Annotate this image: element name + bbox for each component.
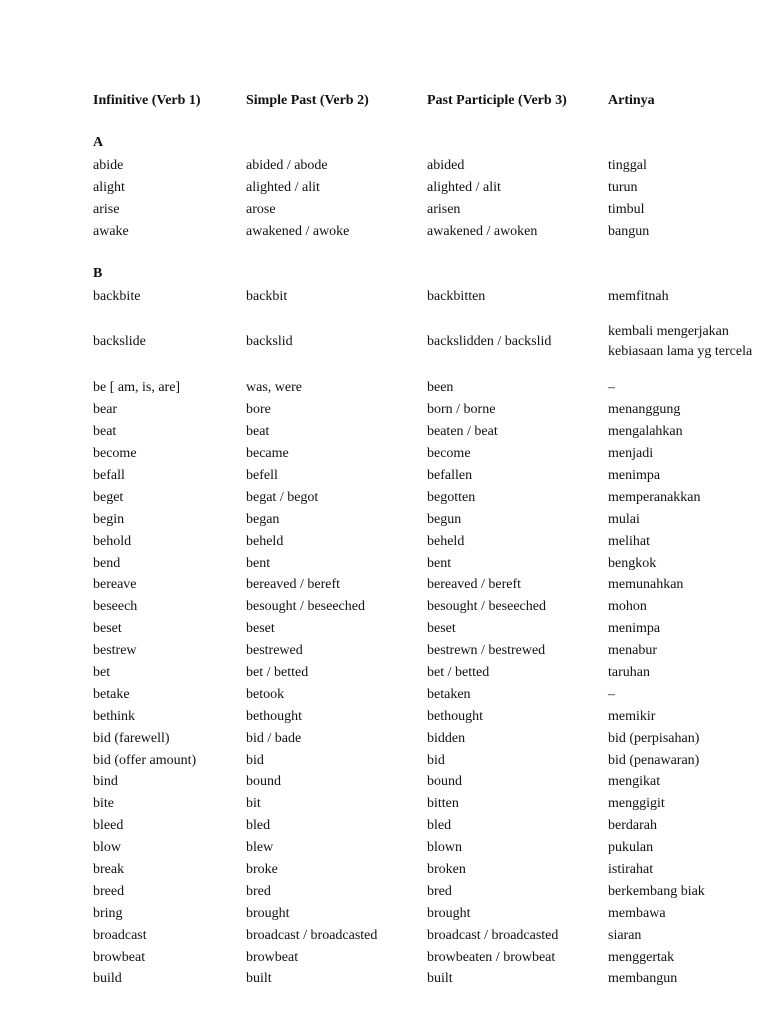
cell-meaning: menggigit [608, 796, 665, 812]
table-row [93, 684, 753, 706]
cell-infinitive: bid (offer amount) [93, 752, 197, 768]
cell-meaning: timbul [608, 201, 645, 217]
cell-infinitive: bleed [93, 818, 124, 834]
cell-infinitive: beset [93, 621, 122, 637]
table-row [93, 881, 753, 903]
cell-infinitive: bite [93, 796, 114, 812]
cell-simple-past: bent [246, 555, 271, 571]
cell-simple-past: bit [246, 796, 261, 812]
table-row [93, 837, 753, 859]
cell-meaning: turun [608, 179, 638, 195]
cell-meaning: memperanakkan [608, 489, 701, 505]
cell-meaning: melihat [608, 533, 650, 549]
cell-past-participle: built [427, 971, 453, 987]
cell-past-participle: bred [427, 883, 452, 899]
table-row [93, 553, 753, 575]
cell-simple-past: built [246, 971, 272, 987]
cell-simple-past: beheld [246, 533, 284, 549]
cell-simple-past: beat [246, 424, 270, 440]
header-row [93, 90, 753, 112]
cell-meaning: bid (perpisahan) [608, 730, 700, 746]
cell-simple-past: bestrewed [246, 643, 303, 659]
table-row [93, 706, 753, 728]
cell-simple-past: brought [246, 905, 290, 921]
cell-simple-past: bethought [246, 708, 302, 724]
cell-simple-past: broadcast / broadcasted [246, 927, 378, 943]
table-row [93, 307, 753, 377]
cell-infinitive: bet [93, 664, 111, 680]
cell-simple-past: blew [246, 840, 274, 856]
table-row [93, 574, 753, 596]
cell-infinitive: behold [93, 533, 132, 549]
cell-infinitive: befall [93, 467, 125, 483]
cell-infinitive: bind [93, 774, 118, 790]
table-row [93, 815, 753, 837]
header-meaning: Artinya [608, 93, 655, 108]
cell-past-participle: begotten [427, 489, 476, 505]
cell-meaning: mengalahkan [608, 424, 683, 440]
cell-simple-past: bore [246, 402, 271, 418]
cell-infinitive: bethink [93, 708, 135, 724]
cell-simple-past: alighted / alit [246, 179, 320, 195]
cell-past-participle: bereaved / bereft [427, 577, 522, 593]
table-row [93, 969, 753, 991]
cell-infinitive: build [93, 971, 122, 987]
cell-past-participle: broadcast / broadcasted [427, 927, 559, 943]
cell-simple-past: awakened / awoke [246, 223, 350, 239]
cell-simple-past: was, were [246, 380, 302, 396]
cell-meaning: istirahat [608, 861, 654, 877]
table-row [93, 925, 753, 947]
cell-simple-past: begat / begot [246, 489, 319, 505]
cell-meaning: – [608, 686, 615, 702]
spacer-cell [93, 243, 753, 262]
cell-infinitive: backslide [93, 334, 146, 350]
table-row [93, 221, 753, 243]
cell-past-participle: bent [427, 555, 452, 571]
cell-simple-past: backbit [246, 288, 288, 304]
cell-meaning: membangun [608, 971, 678, 987]
cell-simple-past: bound [246, 774, 281, 790]
table-row [93, 771, 753, 793]
table-row [93, 640, 753, 662]
cell-past-participle: awakened / awoken [427, 223, 538, 239]
cell-simple-past: beset [246, 621, 275, 637]
cell-simple-past: betook [246, 686, 285, 702]
cell-past-participle: bethought [427, 708, 483, 724]
cell-past-participle: beaten / beat [427, 424, 498, 440]
cell-infinitive: awake [93, 223, 129, 239]
cell-simple-past: bereaved / bereft [246, 577, 341, 593]
cell-infinitive: breed [93, 883, 125, 899]
cell-past-participle: born / borne [427, 402, 496, 418]
table-row [93, 399, 753, 421]
cell-infinitive: break [93, 861, 125, 877]
cell-past-participle: arisen [427, 201, 461, 217]
cell-past-participle: bidden [427, 730, 466, 746]
cell-meaning: menabur [608, 643, 657, 659]
cell-past-participle: blown [427, 840, 462, 856]
cell-meaning: taruhan [608, 664, 650, 680]
spacer-cell [93, 112, 753, 131]
table-row [93, 286, 753, 308]
cell-simple-past: bet / betted [246, 664, 309, 680]
cell-past-participle: broken [427, 861, 466, 877]
cell-past-participle: bid [427, 752, 445, 768]
cell-meaning: menimpa [608, 467, 661, 483]
cell-infinitive: be [ am, is, are] [93, 380, 181, 396]
cell-meaning: bid (penawaran) [608, 752, 700, 768]
cell-meaning: bengkok [608, 555, 657, 571]
header-simple-past: Simple Past (Verb 2) [246, 93, 369, 108]
table-row [93, 421, 753, 443]
cell-infinitive: bring [93, 905, 123, 921]
cell-infinitive: blow [93, 840, 121, 856]
cell-past-participle: abided [427, 157, 465, 173]
cell-meaning: membawa [608, 905, 666, 921]
table-row [93, 509, 753, 531]
cell-infinitive: bend [93, 555, 121, 571]
header-past-participle: Past Participle (Verb 3) [427, 93, 567, 108]
section-spacer [93, 243, 753, 262]
cell-meaning: memikir [608, 708, 656, 724]
cell-simple-past: browbeat [246, 949, 299, 965]
table-row [93, 859, 753, 881]
cell-simple-past: began [246, 511, 280, 527]
cell-simple-past: became [246, 446, 289, 462]
cell-meaning: tinggal [608, 157, 647, 173]
cell-meaning: bangun [608, 223, 650, 239]
cell-simple-past: backslid [246, 334, 293, 350]
cell-meaning: kembali mengerjakan kebiasaan lama yg tercela [608, 324, 753, 360]
cell-infinitive: alight [93, 179, 125, 195]
cell-past-participle: befallen [427, 467, 473, 483]
cell-infinitive: broadcast [93, 927, 147, 943]
section-letter: A [93, 135, 104, 150]
cell-past-participle: bled [427, 818, 452, 834]
table-body [93, 112, 753, 990]
cell-meaning: mengikat [608, 774, 661, 790]
cell-infinitive: beat [93, 424, 117, 440]
table-row [93, 793, 753, 815]
cell-past-participle: browbeaten / browbeat [427, 949, 556, 965]
cell-infinitive: bereave [93, 577, 137, 593]
section-spacer [93, 112, 753, 131]
table-row [93, 947, 753, 969]
verb-table-page [93, 90, 753, 990]
cell-past-participle: bound [427, 774, 462, 790]
cell-simple-past: bled [246, 818, 271, 834]
cell-meaning: – [608, 380, 615, 396]
header-infinitive: Infinitive (Verb 1) [93, 93, 201, 108]
cell-meaning: berkembang biak [608, 883, 705, 899]
cell-infinitive: backbite [93, 288, 141, 304]
cell-infinitive: begin [93, 511, 125, 527]
cell-meaning: menimpa [608, 621, 661, 637]
table-row [93, 728, 753, 750]
cell-infinitive: bear [93, 402, 118, 418]
cell-simple-past: bred [246, 883, 271, 899]
cell-past-participle: beset [427, 621, 456, 637]
cell-meaning: mulai [608, 511, 640, 527]
cell-infinitive: bestrew [93, 643, 137, 659]
cell-meaning: mohon [608, 599, 647, 615]
cell-past-participle: backbitten [427, 288, 486, 304]
section-letter-row [93, 131, 753, 155]
cell-infinitive: become [93, 446, 137, 462]
cell-past-participle: bitten [427, 796, 459, 812]
cell-infinitive: arise [93, 201, 120, 217]
table-row [93, 531, 753, 553]
table-row [93, 443, 753, 465]
table-row [93, 155, 753, 177]
table-row [93, 750, 753, 772]
cell-meaning: memunahkan [608, 577, 684, 593]
cell-past-participle: become [427, 446, 471, 462]
table-row [93, 903, 753, 925]
cell-simple-past: besought / beseeched [246, 599, 365, 615]
cell-meaning: menggertak [608, 949, 675, 965]
table-row [93, 465, 753, 487]
table-row [93, 177, 753, 199]
cell-past-participle: backslidden / backslid [427, 334, 552, 350]
cell-meaning: siaran [608, 927, 642, 943]
irregular-verbs-table [93, 90, 753, 990]
cell-meaning: menanggung [608, 402, 681, 418]
cell-past-participle: bet / betted [427, 664, 490, 680]
cell-past-participle: alighted / alit [427, 179, 501, 195]
table-row [93, 618, 753, 640]
cell-infinitive: beget [93, 489, 124, 505]
cell-past-participle: been [427, 380, 454, 396]
table-row [93, 596, 753, 618]
cell-meaning: berdarah [608, 818, 657, 834]
cell-past-participle: betaken [427, 686, 471, 702]
table-header [93, 90, 753, 112]
cell-infinitive: bid (farewell) [93, 730, 170, 746]
section-letter: B [93, 265, 103, 281]
table-row [93, 377, 753, 399]
cell-simple-past: befell [246, 467, 278, 483]
cell-infinitive: beseech [93, 599, 138, 615]
table-row [93, 199, 753, 221]
cell-simple-past: broke [246, 861, 278, 877]
cell-past-participle: beheld [427, 533, 465, 549]
cell-simple-past: bid / bade [246, 730, 302, 746]
section-letter-row [93, 262, 753, 286]
table-row [93, 487, 753, 509]
cell-infinitive: abide [93, 157, 124, 173]
cell-past-participle: brought [427, 905, 471, 921]
cell-meaning: memfitnah [608, 288, 669, 304]
cell-past-participle: begun [427, 511, 462, 527]
cell-infinitive: betake [93, 686, 130, 702]
cell-simple-past: bid [246, 752, 264, 768]
cell-infinitive: browbeat [93, 949, 146, 965]
cell-simple-past: arose [246, 201, 276, 217]
cell-past-participle: besought / beseeched [427, 599, 546, 615]
cell-simple-past: abided / abode [246, 157, 328, 173]
table-row [93, 662, 753, 684]
cell-past-participle: bestrewn / bestrewed [427, 643, 546, 659]
cell-meaning: menjadi [608, 446, 654, 462]
cell-meaning: pukulan [608, 840, 654, 856]
